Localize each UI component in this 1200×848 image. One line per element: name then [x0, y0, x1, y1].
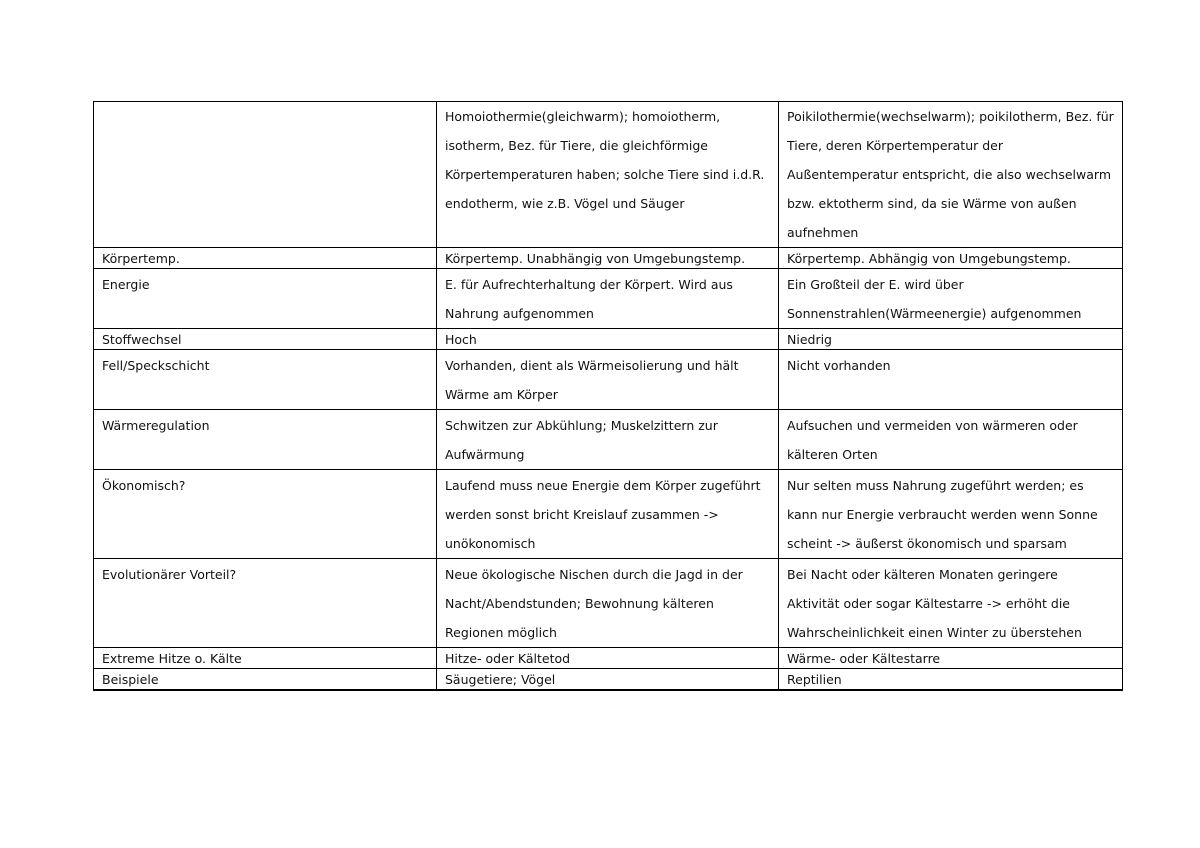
row-poikilotherm: Nicht vorhanden [779, 350, 1123, 410]
header-homoiotherm-cell: Homoiothermie(gleichwarm); homoiotherm, isotherm, Bez. für Tiere, die gleichförmige Körpertemperaturen haben; solche Tiere sind i.d.R. endotherm, wie z.B. Vögel und Säuger [437, 102, 779, 248]
table-row-energie [94, 269, 1123, 329]
table-row-beispiele [94, 669, 1123, 691]
row-homoiotherm: Körpertemp. Unabhängig von Umgebungstemp. [437, 248, 779, 269]
table-header-row [94, 102, 1123, 248]
row-homoiotherm: Hitze- oder Kältetod [437, 648, 779, 669]
table-row-extreme [94, 648, 1123, 669]
row-label: Energie [94, 269, 437, 329]
row-homoiotherm: Neue ökologische Nischen durch die Jagd in der Nacht/Abendstunden; Bewohnung kälteren Regionen möglich [437, 559, 779, 648]
header-label-cell [94, 102, 437, 248]
row-label: Wärmeregulation [94, 410, 437, 470]
row-label: Stoffwechsel [94, 329, 437, 350]
row-homoiotherm: Schwitzen zur Abkühlung; Muskelzittern zur Aufwärmung [437, 410, 779, 470]
row-label: Extreme Hitze o. Kälte [94, 648, 437, 669]
table-row-stoffwechsel [94, 329, 1123, 350]
row-label: Ökonomisch? [94, 470, 437, 559]
row-poikilotherm: Aufsuchen und vermeiden von wärmeren oder kälteren Orten [779, 410, 1123, 470]
row-homoiotherm: Vorhanden, dient als Wärmeisolierung und hält Wärme am Körper [437, 350, 779, 410]
table-row-koerpertemp [94, 248, 1123, 269]
comparison-table [93, 101, 1123, 691]
row-poikilotherm: Bei Nacht oder kälteren Monaten geringere Aktivität oder sogar Kältestarre -> erhöht die Wahrscheinlichkeit einen Winter zu überstehen [779, 559, 1123, 648]
row-label: Evolutionärer Vorteil? [94, 559, 437, 648]
table-row-waermeregulation [94, 410, 1123, 470]
row-poikilotherm: Niedrig [779, 329, 1123, 350]
row-homoiotherm: Hoch [437, 329, 779, 350]
row-poikilotherm: Körpertemp. Abhängig von Umgebungstemp. [779, 248, 1123, 269]
table-row-fell [94, 350, 1123, 410]
row-poikilotherm: Wärme- oder Kältestarre [779, 648, 1123, 669]
row-poikilotherm: Reptilien [779, 669, 1123, 691]
row-label: Beispiele [94, 669, 437, 691]
row-label: Fell/Speckschicht [94, 350, 437, 410]
row-homoiotherm: E. für Aufrechterhaltung der Körpert. Wird aus Nahrung aufgenommen [437, 269, 779, 329]
row-poikilotherm: Nur selten muss Nahrung zugeführt werden; es kann nur Energie verbraucht werden wenn Sonne scheint -> äußerst ökonomisch und sparsam [779, 470, 1123, 559]
row-homoiotherm: Säugetiere; Vögel [437, 669, 779, 691]
row-homoiotherm: Laufend muss neue Energie dem Körper zugeführt werden sonst bricht Kreislauf zusammen -> unökonomisch [437, 470, 779, 559]
header-poikilotherm-cell: Poikilothermie(wechselwarm); poikilotherm, Bez. für Tiere, deren Körpertemperatur der Außentemperatur entspricht, die also wechselwarm bzw. ektotherm sind, da sie Wärme von außen aufnehmen [779, 102, 1123, 248]
row-poikilotherm: Ein Großteil der E. wird über Sonnenstrahlen(Wärmeenergie) aufgenommen [779, 269, 1123, 329]
row-label: Körpertemp. [94, 248, 437, 269]
table-row-evolution [94, 559, 1123, 648]
table-row-oekonomisch [94, 470, 1123, 559]
